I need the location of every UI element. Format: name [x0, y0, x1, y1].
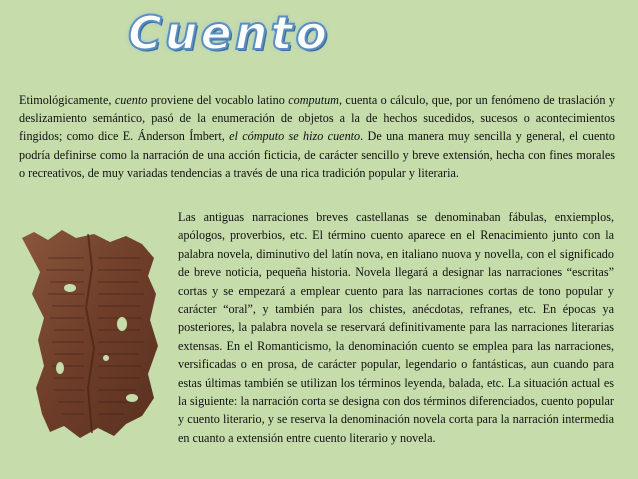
para1-italic: cuento	[114, 93, 148, 107]
slide-title: Cuento	[128, 6, 331, 60]
para1-italic: computum	[288, 93, 339, 107]
intro-paragraph	[19, 91, 615, 182]
papyrus-image	[14, 228, 164, 443]
history-paragraph: Las antiguas narraciones breves castellanas se denominaban fábulas, enxiemplos, apólogos, proverbios, etc. El término cuento aparece en el Renacimiento junto con la palabra novela, diminutivo del latín nova, en italiano nuova y novella, con el significado de breve noticia, pequeña historia. Novela llegará a designar las narraciones “escritas” cortas y se empezará a emplear cuento para las narraciones cortas de tono popular y carácter “oral”, y también para los chistes, anécdotas, refranes, etc. En épocas ya posteriores, la palabra novela se reservará definitivamente para las narraciones literarias extensas. En el Romanticismo, la denominación cuento se emplea para las narraciones, versificadas o en prosa, de carácter popular, legendario o fantásticas, aun cuando para estas últimas también se utilizan los términos leyenda, balada, etc. La situación actual es la siguiente: la narración corta se designa con dos términos diferenciados, cuento popular y cuento literario, y se reserva la denominación novela corta para la narración intermedia en cuanto a extensión entre cuento literario y novela.	[178, 210, 614, 445]
para1-italic: el cómputo se hizo cuento	[229, 129, 361, 144]
para1-text: Etimológicamente,	[19, 93, 115, 107]
para1-text: , cuenta o cálculo, que, por un fenómeno de traslación y deslizamiento semántico, pasó de la enumeración de objetos a la de hechos sucedidos, sucesos o acontecimientos fingidos; como dice E. Ánderson Ímbert,	[19, 93, 615, 144]
para1-text: proviene del vocablo latino	[147, 93, 289, 107]
para1-text: . De una manera muy sencilla y general, el cuento podría definirse como la narración de una acción ficticia, de carácter sencillo y breve extensión, hecha con fines morales o recreativos, de muy variadas tendencias a través de una rica tradición popular y literaria.	[19, 129, 616, 180]
